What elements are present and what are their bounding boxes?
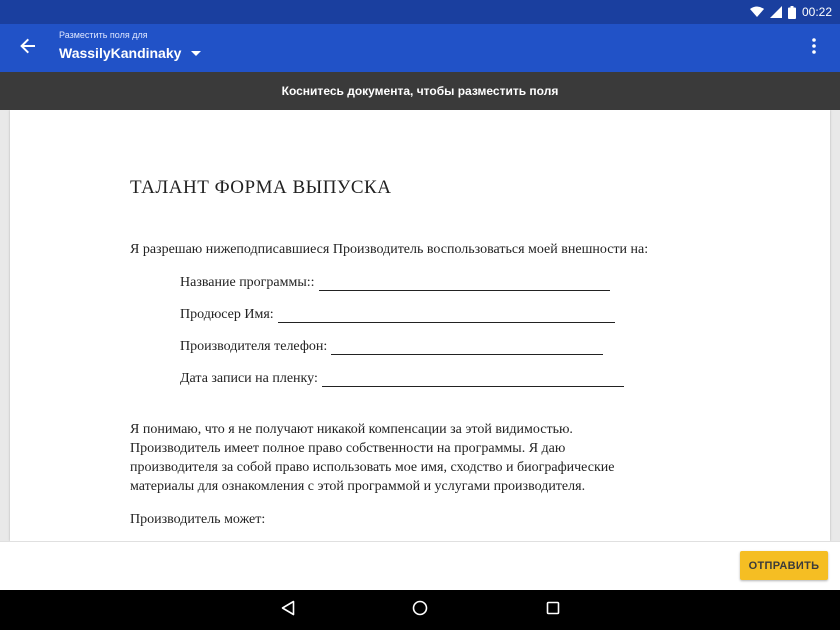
document-paragraph [130,420,690,496]
home-circle-icon [412,600,428,621]
form-field-label: Дата записи на пленку: [180,371,318,386]
form-field-taping-date [180,371,624,387]
status-time: 00:22 [801,5,832,19]
form-field-producer-name [180,307,615,323]
nav-recents-button[interactable] [541,598,565,622]
form-field-producer-phone [180,339,603,355]
bottom-action-bar [0,541,840,590]
more-vert-icon [812,38,816,59]
send-button[interactable]: ОТПРАВИТЬ [740,551,828,580]
form-field-label: Продюсер Имя: [180,307,274,322]
paragraph-line: Я понимаю, что я не получают никакой компенсации за этой видимостью. [130,422,573,437]
hint-bar [0,72,840,110]
app-bar-subtitle: Разместить поля для [59,30,148,40]
form-field-line [278,309,615,323]
paragraph-line: материалы для ознакомления с этой программой и услугами производителя. [130,479,586,494]
producer-may-label: Производитель может: [130,512,266,527]
status-bar [0,0,840,24]
paragraph-line: производителя за собой право использовать мое имя, сходство и биографические [130,460,615,475]
system-nav-bar [0,590,840,630]
overflow-menu-button[interactable] [800,34,828,62]
form-field-line [319,277,610,291]
app-bar [0,24,840,72]
wifi-icon [750,6,764,18]
form-field-program-name [180,275,610,291]
form-field-line [322,373,624,387]
hint-text: Коснитесь документа, чтобы разместить поля [281,84,559,98]
document-viewer [0,110,840,541]
battery-icon [788,6,796,19]
document-intro: Я разрешаю нижеподписавшиеся Производитель воспользоваться моей внешности на: [130,242,649,257]
recipient-selector[interactable] [59,43,201,63]
back-triangle-icon [281,600,295,621]
form-field-label: Название программы:: [180,275,315,290]
form-field-line [331,341,603,355]
title-block [59,30,201,63]
nav-home-button[interactable] [408,598,432,622]
chevron-down-icon [191,44,201,62]
signal-icon [770,6,782,18]
app-bar-title: WassilyKandinaky [59,45,182,61]
status-icons [750,4,832,20]
document-title: ТАЛАНТ ФОРМА ВЫПУСКА [130,177,392,198]
form-field-label: Производителя телефон: [180,339,328,354]
document-page[interactable] [10,110,830,541]
back-button[interactable] [10,30,46,66]
paragraph-line: Производитель имеет полное право собственности на программы. Я даю [130,441,566,456]
recents-square-icon [546,601,560,620]
arrow-back-icon [20,38,36,59]
nav-back-button[interactable] [276,598,300,622]
